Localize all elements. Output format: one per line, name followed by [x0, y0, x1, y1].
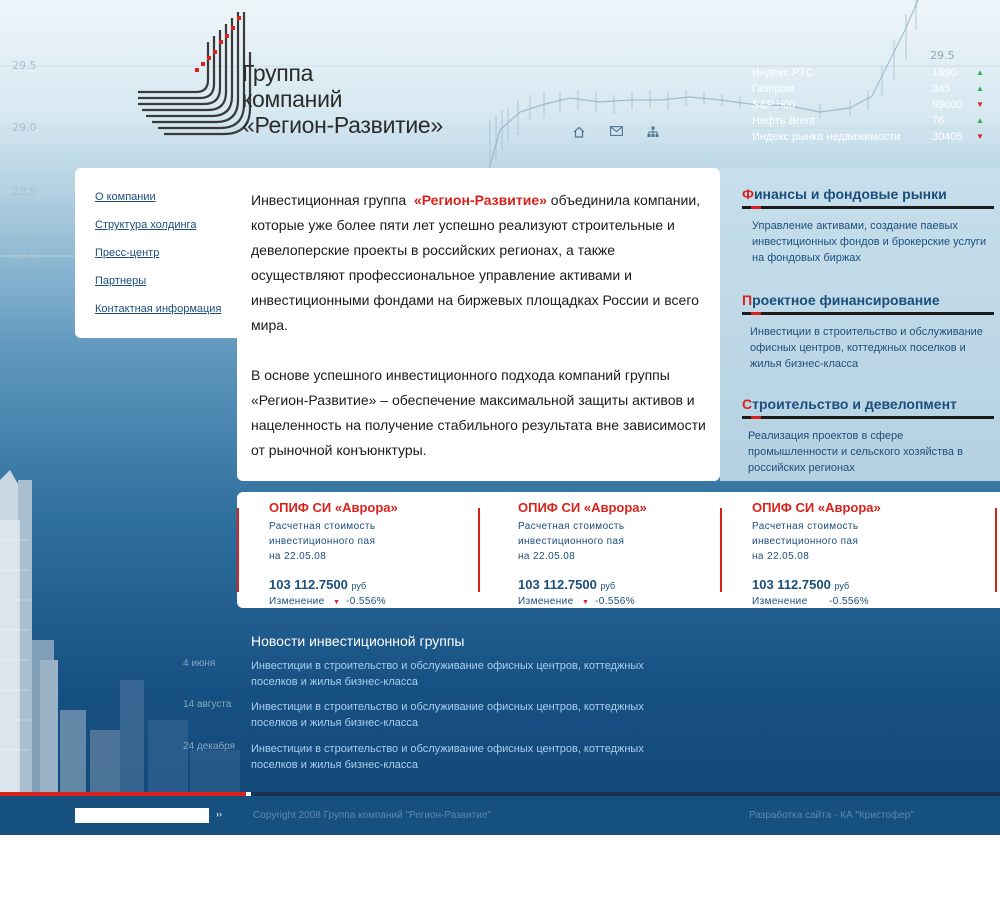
- fund-price-value: 103 112.7500: [518, 577, 597, 592]
- services-column: [720, 168, 1000, 481]
- index-name: Индекс РТС: [752, 67, 814, 79]
- logo-line-2: компаний: [242, 86, 343, 112]
- fund-price: [269, 577, 489, 592]
- divider: [720, 508, 722, 592]
- fund-desc-line: Расчетная стоимость: [269, 521, 376, 532]
- index-row: [752, 114, 992, 130]
- index-row: [752, 66, 992, 82]
- fund-change-value: -0.556%: [829, 596, 870, 607]
- nav-item-contacts[interactable]: Контактная информация: [95, 303, 222, 315]
- service-title[interactable]: [742, 396, 994, 412]
- index-row: [752, 130, 992, 146]
- fund-date: на 22.05.08: [752, 551, 810, 562]
- service-title-rest: роектное финансирование: [752, 292, 940, 308]
- fund-price: [752, 577, 972, 592]
- header-icons: [571, 126, 661, 138]
- search-input[interactable]: [75, 808, 209, 823]
- fund-change: [269, 596, 489, 607]
- fund-price: [518, 577, 738, 592]
- fund-desc-line: инвестиционного пая: [752, 536, 859, 547]
- index-value: 1890: [932, 67, 957, 79]
- fund-quotes: [237, 492, 1000, 608]
- fund-change-label: Изменение: [752, 596, 808, 607]
- index-row: [752, 98, 992, 114]
- chart-axis-label: 29.0: [12, 121, 37, 134]
- fund-currency: руб: [351, 581, 367, 591]
- arrow-down-icon: ▼: [333, 599, 341, 606]
- index-value: 345: [932, 83, 951, 95]
- fund-desc-line: Расчетная стоимость: [518, 521, 625, 532]
- intro-panel: [237, 168, 720, 481]
- fund-title[interactable]: ОПИФ СИ «Аврора»: [752, 500, 881, 515]
- service-title-initial: С: [742, 396, 753, 412]
- intro-text-before: Инвестиционная группа: [251, 192, 407, 208]
- fund-desc-line: Расчетная стоимость: [752, 521, 859, 532]
- mail-icon[interactable]: [608, 126, 624, 138]
- news-heading: Новости инвестиционной группы: [251, 633, 465, 649]
- service-title-initial: П: [742, 292, 753, 308]
- sitemap-icon[interactable]: [645, 126, 661, 138]
- service-description: Реализация проектов в сфере промышленности и сельского хозяйства в российских регионах: [748, 430, 963, 474]
- intro-text-after: объединила компании, которые уже более пяти лет успешно реализуют строительные и девелоперские проекты в российских регионах, а также осуществляют профессиональное управление активами и инвестиционными фондами на биржевых площадках России и всего мира.: [251, 192, 701, 333]
- arrow-down-icon: ▼: [976, 100, 984, 109]
- index-name: Газпром: [752, 83, 795, 95]
- news-date: 4 июня: [183, 658, 216, 669]
- divider: [995, 508, 997, 592]
- fund-description: [752, 519, 972, 564]
- news-link[interactable]: Инвестиции в строительство и обслуживание офисных центров, коттеджных поселков и жилья бизнес-класса: [251, 660, 644, 688]
- search-submit-button[interactable]: ››: [216, 809, 222, 819]
- index-row: [752, 82, 992, 98]
- home-icon[interactable]: [571, 126, 587, 138]
- index-name: Нефть Brent: [752, 115, 815, 127]
- footer: [0, 796, 1000, 835]
- logo-line-3: «Регион-Развитие»: [242, 112, 443, 138]
- index-name: Индекс рынка недвижимости: [752, 131, 901, 143]
- fund-change: [518, 596, 738, 607]
- chart-axis-label-right: 29.5: [930, 49, 955, 62]
- divider: [742, 312, 994, 315]
- fund-change-label: Изменение: [269, 596, 325, 607]
- news-date: 14 августа: [183, 699, 232, 710]
- fund-change: [752, 596, 972, 607]
- divider: [742, 416, 994, 419]
- nav-item-structure[interactable]: Структура холдинга: [95, 219, 197, 231]
- fund-title[interactable]: ОПИФ СИ «Аврора»: [518, 500, 647, 515]
- nav-item-press[interactable]: Пресс-центр: [95, 247, 160, 259]
- service-title[interactable]: [742, 292, 994, 308]
- developer-link[interactable]: Разработка сайта - КА "Кристофер": [749, 810, 914, 821]
- fund-card[interactable]: [752, 500, 972, 607]
- fund-description: [518, 519, 738, 564]
- intro-paragraph-1: [251, 188, 706, 338]
- logo-line-1: Группа: [242, 60, 314, 86]
- service-construction[interactable]: [742, 396, 994, 476]
- service-title-rest: инансы и фондовые рынки: [753, 186, 947, 202]
- fund-date: на 22.05.08: [269, 551, 327, 562]
- copyright-text: Copyright 2008 Группа компаний "Регион-Развитие": [253, 810, 491, 821]
- service-description: Управление активами, создание паевых инвестиционных фондов и брокерские услуги на фондовых биржах: [752, 220, 987, 264]
- fund-price-value: 103 112.7500: [269, 577, 348, 592]
- service-description: Инвестиции в строительство и обслуживание офисных центров, коттеджных поселков и жилья бизнес-класса: [750, 326, 983, 370]
- service-finance[interactable]: [742, 186, 994, 266]
- arrow-up-icon: ▲: [976, 68, 984, 77]
- arrow-down-icon: ▼: [582, 599, 590, 606]
- service-title-rest: троительство и девелопмент: [752, 396, 957, 412]
- index-value: 76: [932, 115, 945, 127]
- arrow-up-icon: ▲: [976, 116, 984, 125]
- divider: [742, 206, 994, 209]
- company-name-highlight: «Регион-Развитие»: [413, 192, 547, 208]
- service-title-initial: Ф: [742, 186, 754, 202]
- service-title[interactable]: [742, 186, 994, 202]
- intro-paragraph-2: В основе успешного инвестиционного подхода компаний группы «Регион-Развитие» – обеспечение максимальной защиты активов и нацеленность на получение стабильного результата вне зависимости от рыночной конъюнктуры.: [251, 367, 706, 458]
- fund-currency: руб: [834, 581, 850, 591]
- service-project-finance[interactable]: [742, 292, 994, 372]
- fund-currency: руб: [600, 581, 616, 591]
- fund-price-value: 103 112.7500: [752, 577, 831, 592]
- fund-change-label: Изменение: [518, 596, 574, 607]
- nav-item-partners[interactable]: Партнеры: [95, 275, 147, 287]
- fund-card[interactable]: [518, 500, 738, 607]
- fund-card[interactable]: [269, 500, 489, 607]
- chart-axis-label: 28.5: [12, 185, 37, 198]
- news-link[interactable]: Инвестиции в строительство и обслуживание офисных центров, коттеджных поселков и жилья бизнес-класса: [251, 701, 644, 729]
- company-logo-text: [242, 60, 443, 138]
- arrow-down-icon: ▼: [976, 132, 984, 141]
- index-name: S&P 500: [752, 99, 796, 111]
- chart-axis-label: 29.5: [12, 59, 37, 72]
- fund-date: на 22.05.08: [518, 551, 576, 562]
- market-indices: [752, 66, 992, 146]
- fund-description: [269, 519, 489, 564]
- arrow-up-icon: ▲: [976, 84, 984, 93]
- news-date: 24 декабря: [183, 741, 236, 752]
- chart-axis-label: 28.0: [12, 249, 37, 262]
- nav-item-about[interactable]: О компании: [95, 191, 156, 203]
- index-value: 99000: [932, 99, 963, 111]
- fund-title[interactable]: ОПИФ СИ «Аврора»: [269, 500, 398, 515]
- sidebar-nav: [75, 168, 237, 338]
- divider: [478, 508, 480, 592]
- news-link[interactable]: Инвестиции в строительство и обслуживание офисных центров, коттеджных поселков и жилья бизнес-класса: [251, 743, 644, 771]
- fund-desc-line: инвестиционного пая: [518, 536, 625, 547]
- index-value: 30405: [932, 131, 963, 143]
- fund-desc-line: инвестиционного пая: [269, 536, 376, 547]
- fund-change-value: -0.556%: [595, 596, 636, 607]
- divider: [237, 508, 239, 592]
- fund-change-value: -0.556%: [346, 596, 387, 607]
